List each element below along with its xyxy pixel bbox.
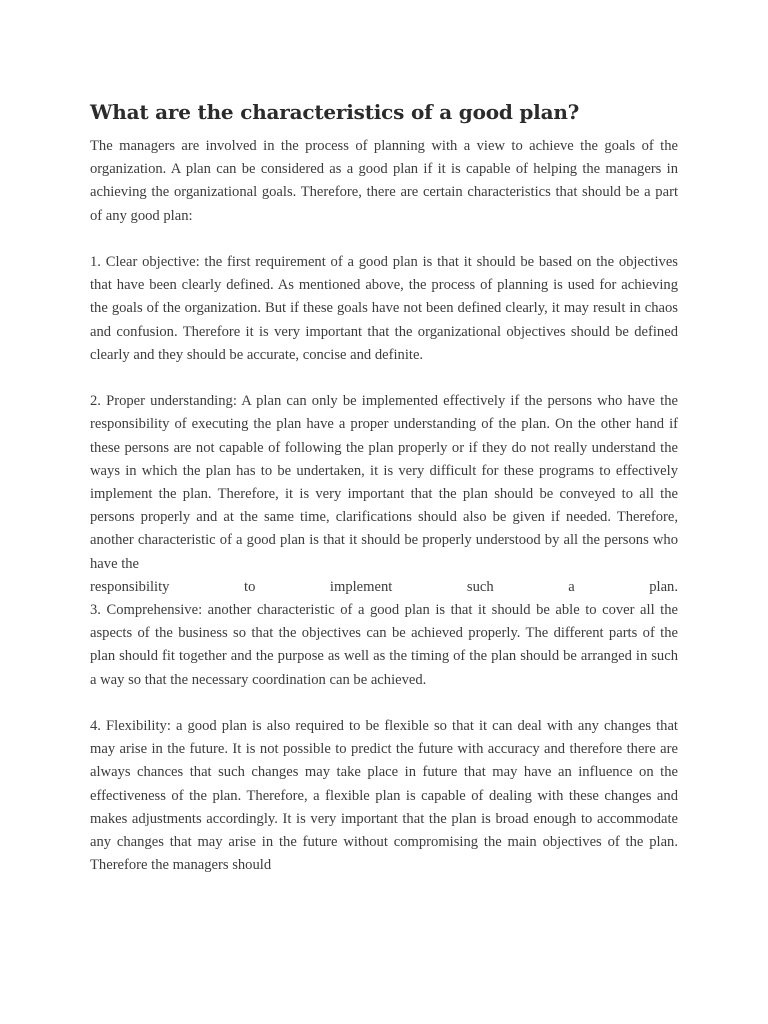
point-proper-understanding-text: 2. Proper understanding: A plan can only be implemented effectively if the persons who have the responsibility of executing the plan have a proper understanding of the plan. On the other hand if these persons are not capable of following the plan properly or if they do not really understand the ways in which the plan has to be undertaken, it is very difficult for these programs to effectively implement the plan. Therefore, it is very important that the plan should be conveyed to all the persons properly and at the same time, clarifications should also be given if needed. Therefore, another characteristic of a good plan is that it should be properly understood by all the persons who have the <box>90 393 678 572</box>
point-proper-understanding-last-line: responsibility to implement such a plan. <box>90 578 678 595</box>
point-clear-objective: 1. Clear objective: the first requirement of a good plan is that it should be based on the objectives that have been clearly defined. As mentioned above, the process of planning is used for achieving the goals of the organization. But if these goals have not been defined clearly, it may result in chaos and confusion. Therefore it is very important that the organizational objectives should be defined clearly and they should be accurate, concise and definite. <box>90 254 678 363</box>
point-flexibility: 4. Flexibility: a good plan is also required to be flexible so that it can deal with any changes that may arise in the future. It is not possible to predict the future with accuracy and therefore there are always chances that such changes may take place in future that may have an influence on the effectiveness of the plan. Therefore, a flexible plan is capable of dealing with these changes and makes adjustments accordingly. It is very important that the plan is broad enough to accommodate any changes that may arise in the future without compromising the main objectives of the plan. Therefore the managers should <box>90 718 678 874</box>
article-body <box>90 135 678 877</box>
article-title: What are the characteristics of a good plan? <box>90 100 580 124</box>
point-proper-understanding <box>90 390 678 599</box>
point-comprehensive: 3. Comprehensive: another characteristic of a good plan is that it should be able to cover all the aspects of the business so that the objectives can be achieved properly. The different parts of the plan should fit together and the purpose as well as the timing of the plan should be arranged in such a way so that the necessary coordination can be achieved. <box>90 602 678 688</box>
intro-paragraph: The managers are involved in the process of planning with a view to achieve the goals of the organization. A plan can be considered as a good plan if it is capable of helping the managers in achieving the organizational goals. Therefore, there are certain characteristics that should be a part of any good plan: <box>90 138 678 224</box>
